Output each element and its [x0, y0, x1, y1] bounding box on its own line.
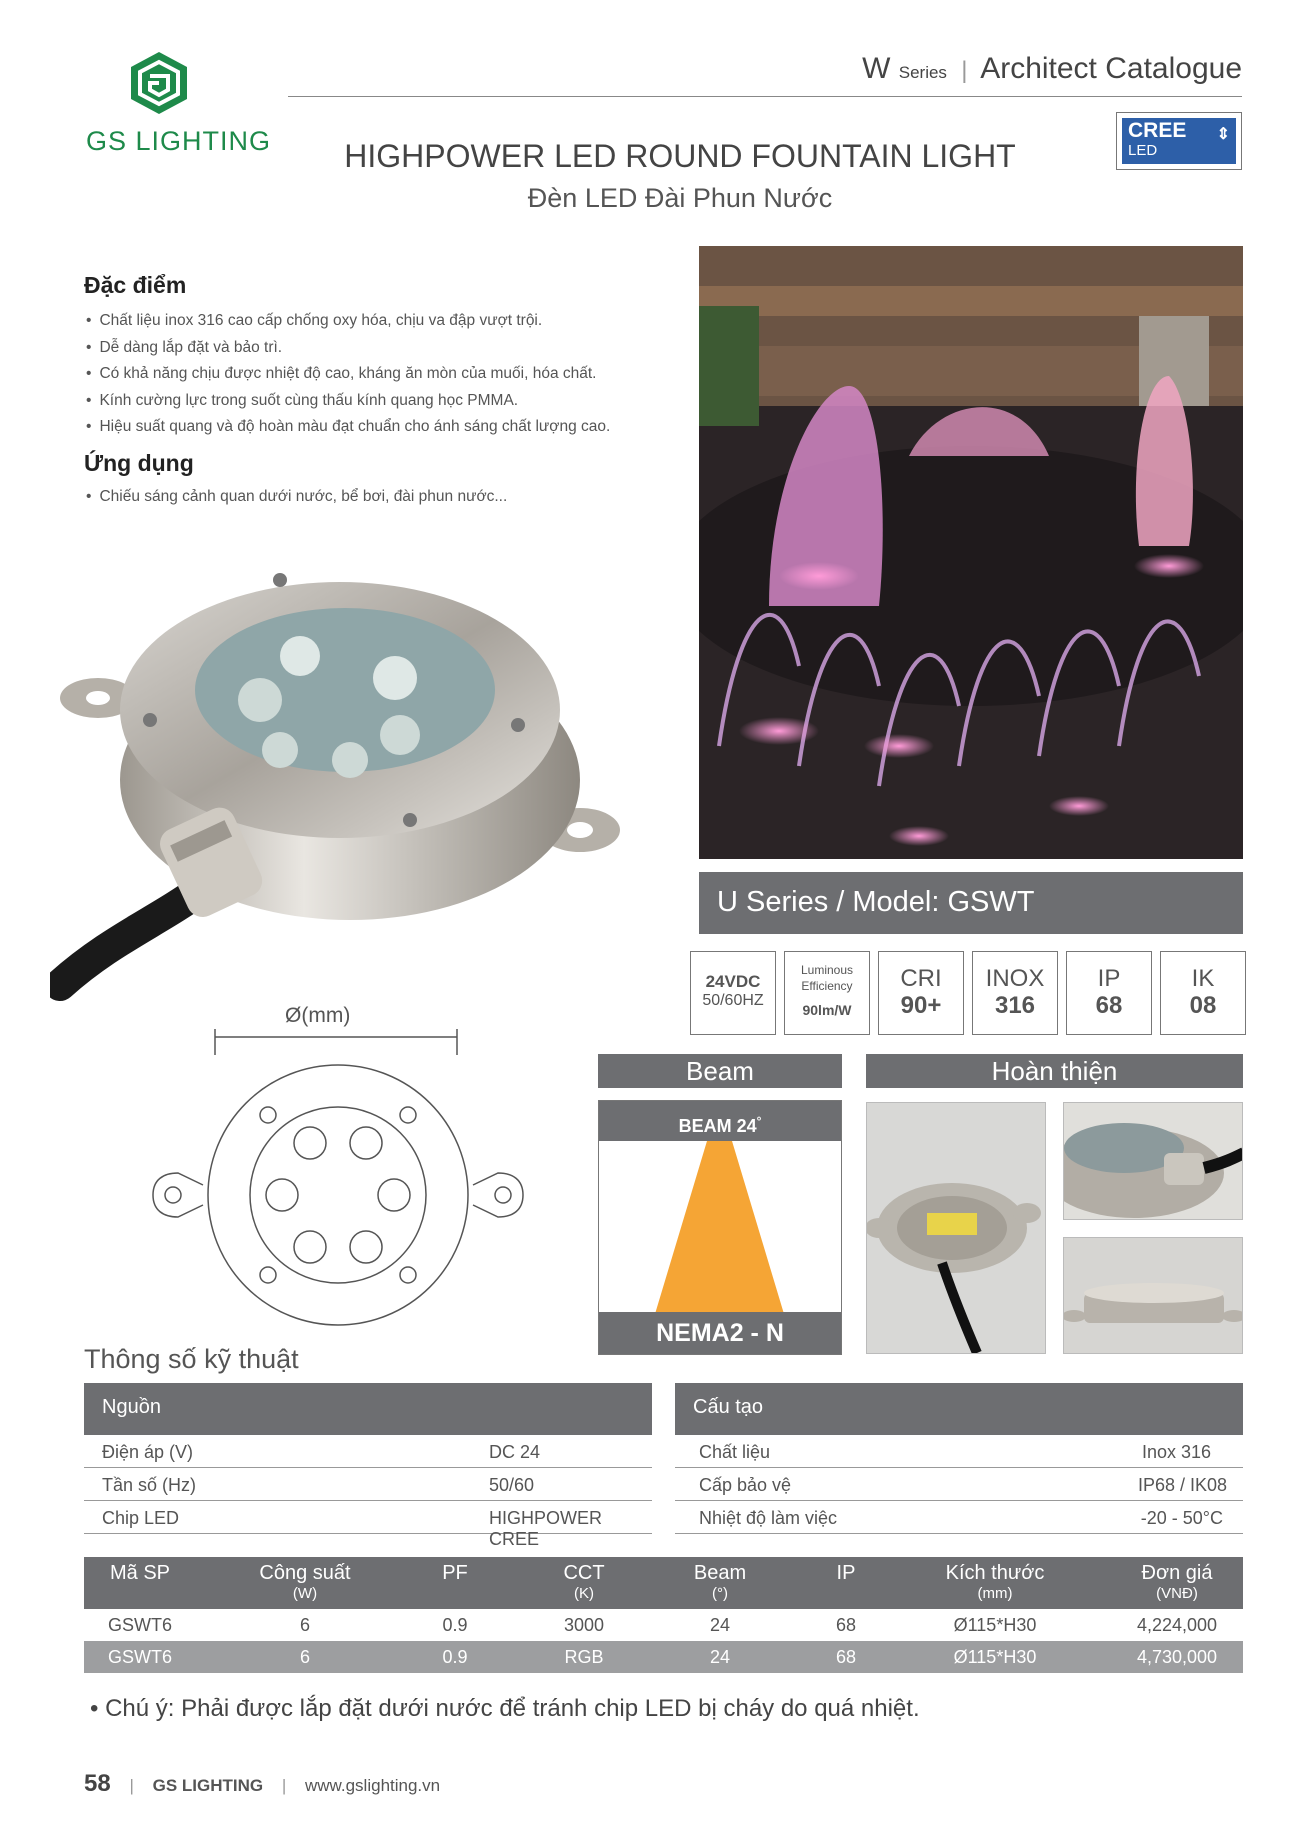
installation-note: • Chú ý: Phải được lắp đặt dưới nước để tránh chip LED bị cháy do quá nhiệt. — [90, 1695, 920, 1722]
page-subtitle: Đèn LED Đài Phun Nước — [527, 183, 833, 213]
cree-arrow-icon: ⇕ — [1216, 126, 1230, 143]
table-cell: 6 — [299, 1647, 310, 1667]
list-item: • Chiếu sáng cảnh quan dưới nước, bể bơi, đài phun nước... — [86, 484, 507, 511]
series-heading — [862, 52, 1242, 86]
ik-value: 08 — [1189, 992, 1217, 1019]
cri-value: 90+ — [900, 992, 942, 1019]
row-label: Chip LED — [102, 1508, 180, 1528]
fountain-photo — [699, 246, 1243, 859]
note-text: Chú ý: Phải được lắp đặt dưới nước để tránh chip LED bị cháy do quá nhiệt. — [105, 1695, 920, 1722]
page-title: HIGHPOWER LED ROUND FOUNTAIN LIGHT — [344, 138, 1016, 174]
application-heading: Ứng dụng — [84, 450, 194, 476]
product-photo — [50, 560, 640, 1020]
efficiency-value: 90lm/W — [802, 1002, 852, 1018]
column-header-unit: (VNĐ) — [1156, 1585, 1198, 1602]
column-header — [60, 1561, 220, 1585]
logo-text: GS LIGHTING — [86, 126, 272, 156]
column-header-unit: (mm) — [977, 1585, 1013, 1602]
row-value: DC 24 — [489, 1442, 541, 1462]
row-value: IP68 / IK08 — [1137, 1475, 1227, 1495]
row-label: Chất liệu — [699, 1442, 771, 1462]
column-header-label: Công suất — [259, 1562, 351, 1584]
logo-icon — [128, 50, 190, 116]
table-row — [84, 1468, 652, 1501]
ip-label: IP — [1097, 965, 1121, 992]
structure-table-heading: Cấu tạo — [675, 1383, 1243, 1435]
product-table-header — [84, 1557, 1243, 1609]
finish-heading: Hoàn thiện — [866, 1054, 1243, 1088]
product-table — [84, 1557, 1243, 1673]
series-separator: | — [961, 57, 968, 84]
ip-value: 68 — [1095, 992, 1123, 1019]
column-header-label: PF — [442, 1562, 468, 1584]
table-cell: GSWT6 — [107, 1615, 172, 1635]
footer — [84, 1770, 440, 1798]
column-header-unit: (W) — [292, 1585, 318, 1602]
column-header — [225, 1561, 385, 1603]
table-cell: Ø115*H30 — [953, 1647, 1037, 1667]
row-label: Cấp bảo vệ — [699, 1475, 792, 1495]
row-label: Nhiệt độ làm việc — [699, 1508, 838, 1528]
power-table — [84, 1383, 652, 1549]
finish-photo-top — [1063, 1102, 1243, 1220]
efficiency-label-1: Luminous — [800, 963, 854, 977]
table-row — [675, 1435, 1243, 1468]
nema-label: NEMA2 - N — [599, 1312, 841, 1354]
catalogue-name: Architect Catalogue — [980, 52, 1242, 85]
frequency-value: 50/60HZ — [702, 992, 764, 1009]
table-cell: 68 — [835, 1647, 857, 1667]
column-header-label: Kích thước — [945, 1562, 1045, 1584]
table-cell: 6 — [299, 1615, 310, 1635]
row-value: HIGHPOWER CREE — [489, 1508, 603, 1549]
footer-url: www.gslighting.vn — [304, 1776, 441, 1795]
table-row — [84, 1501, 652, 1549]
voltage-box — [690, 951, 776, 1035]
dimension-drawing — [148, 1025, 528, 1335]
inox-label: INOX — [985, 965, 1045, 992]
table-cell: 24 — [709, 1647, 731, 1667]
table-cell: 0.9 — [442, 1615, 468, 1635]
list-item: • Kính cường lực trong suốt cùng thấu kính quang học PMMA. — [86, 388, 610, 415]
footer-separator: | — [281, 1776, 287, 1795]
beam-panel — [598, 1100, 842, 1355]
column-header-label: CCT — [563, 1562, 605, 1584]
cri-box — [878, 951, 964, 1035]
ip-box — [1066, 951, 1152, 1035]
finish-photo-back — [866, 1102, 1046, 1354]
table-row — [675, 1468, 1243, 1501]
list-item: • Dễ dàng lắp đặt và bảo trì. — [86, 335, 610, 362]
ik-box — [1160, 951, 1246, 1035]
features-heading: Đặc điểm — [84, 272, 187, 298]
table-cell: 4,224,000 — [1136, 1615, 1218, 1635]
table-cell: 24 — [709, 1615, 731, 1635]
table-cell: 3000 — [563, 1615, 605, 1635]
table-cell: 4,730,000 — [1136, 1647, 1218, 1667]
model-bar: U Series / Model: GSWT — [699, 872, 1243, 934]
table-cell: 0.9 — [442, 1647, 468, 1667]
table-row — [84, 1609, 1243, 1641]
table-row — [675, 1501, 1243, 1534]
application-list — [86, 484, 507, 511]
list-item: • Hiệu suất quang và độ hoàn màu đạt chuẩn cho ánh sáng chất lượng cao. — [86, 414, 610, 441]
list-item: • Chất liệu inox 316 cao cấp chống oxy hóa, chịu va đập vượt trội. — [86, 308, 610, 335]
beam-angle-text: BEAM 24 — [678, 1116, 757, 1136]
column-header-label: Mã SP — [109, 1562, 171, 1584]
row-value: 50/60 — [489, 1475, 535, 1495]
beam-heading: Beam — [598, 1054, 842, 1088]
row-value: -20 - 50°C — [1140, 1508, 1223, 1528]
row-label: Điện áp (V) — [102, 1442, 194, 1462]
column-header-label: Đơn giá — [1141, 1562, 1213, 1584]
inox-box — [972, 951, 1058, 1035]
cree-led-text: LED — [1128, 142, 1158, 159]
efficiency-box — [784, 951, 870, 1035]
efficiency-label-2: Efficiency — [801, 979, 853, 993]
column-header — [1097, 1561, 1257, 1603]
row-label: Tần số (Hz) — [102, 1475, 197, 1495]
voltage-value: 24VDC — [705, 972, 761, 991]
footer-brand: GS LIGHTING — [152, 1776, 264, 1795]
table-cell: GSWT6 — [107, 1647, 172, 1667]
table-cell: RGB — [564, 1647, 604, 1667]
page-number: 58 — [84, 1770, 111, 1797]
column-header — [766, 1561, 926, 1585]
spec-title: Thông số kỹ thuật — [84, 1344, 299, 1374]
cree-led-badge — [1116, 112, 1242, 170]
footer-separator: | — [129, 1776, 134, 1795]
series-word: Series — [898, 63, 947, 82]
row-value: Inox 316 — [1141, 1442, 1211, 1462]
power-table-heading: Nguồn — [84, 1383, 652, 1435]
table-cell: 68 — [835, 1615, 857, 1635]
column-header-unit: (°) — [712, 1585, 728, 1602]
table-cell: Ø115*H30 — [953, 1615, 1037, 1635]
features-list — [86, 308, 610, 441]
cree-text: CREE — [1128, 119, 1187, 142]
column-header-label: Beam — [693, 1562, 747, 1584]
ik-label: IK — [1191, 965, 1215, 992]
inox-value: 316 — [994, 992, 1036, 1019]
table-row — [84, 1641, 1243, 1673]
column-header-label: IP — [836, 1562, 856, 1584]
cri-label: CRI — [900, 965, 942, 992]
series-letter: W — [862, 52, 891, 85]
column-header-unit: (K) — [574, 1585, 594, 1602]
table-row — [84, 1435, 652, 1468]
column-header — [915, 1561, 1075, 1603]
finish-photo-side — [1063, 1237, 1243, 1354]
list-item: • Có khả năng chịu được nhiệt độ cao, kháng ăn mòn của muối, hóa chất. — [86, 361, 610, 388]
beam-angle: BEAM 24° — [599, 1101, 841, 1141]
header-divider — [288, 96, 1242, 97]
dimension-label: Ø(mm) — [285, 1004, 351, 1027]
structure-table — [675, 1383, 1243, 1534]
